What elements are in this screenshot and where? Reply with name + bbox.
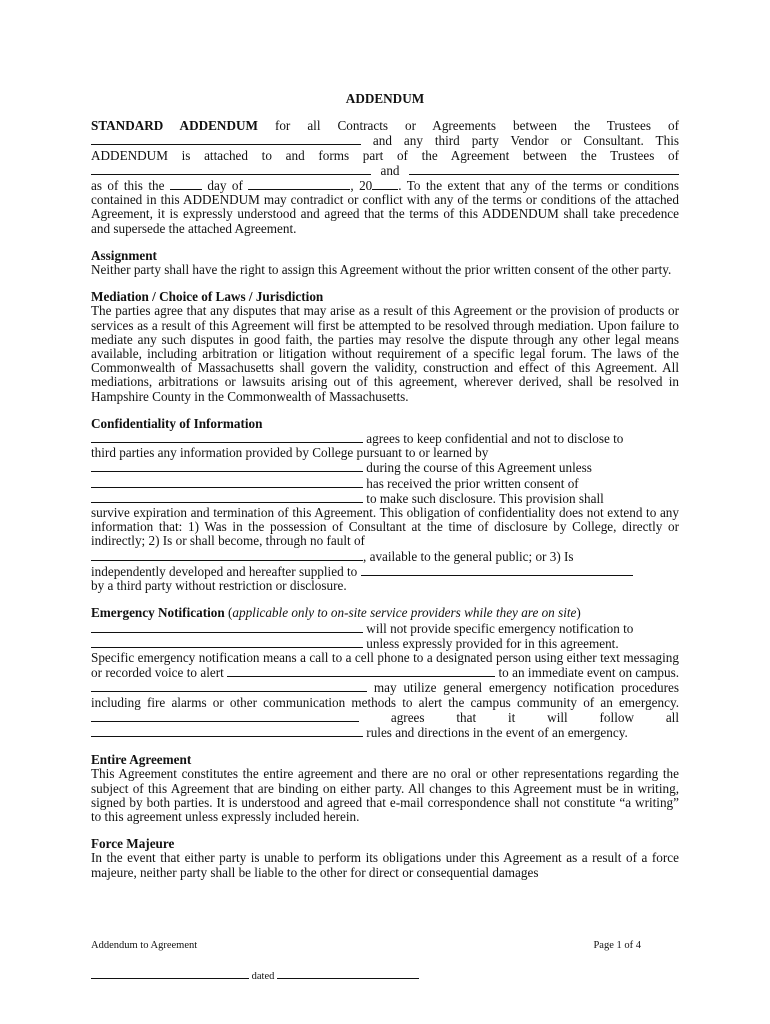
assignment-text: Neither party shall have the right to assign this Agreement without the prior written consent of the other party.: [91, 262, 672, 278]
mediation-heading: Mediation / Choice of Laws / Jurisdiction: [91, 289, 324, 305]
conf-line-4: [91, 476, 679, 491]
force-majeure-heading: Force Majeure: [91, 836, 175, 852]
emerg-para-3: [91, 651, 679, 740]
emerg-text-6: agrees that it will follow all: [390, 709, 679, 725]
intro-text-3: and: [380, 162, 400, 178]
blank-emerg-2[interactable]: [91, 636, 363, 648]
emergency-section: [91, 621, 679, 741]
confidentiality-heading: Confidentiality of Information: [91, 415, 263, 431]
blank-emerg-1[interactable]: [91, 621, 363, 633]
emergency-heading-text: Emergency Notification: [91, 605, 225, 621]
conf-line-9: by a third party without restriction or disclosure.: [91, 578, 347, 594]
blank-emerg-4[interactable]: [91, 680, 367, 692]
emerg-text-5: may utilize general emergency notification procedures including fire alarms or other communication methods to alert the campus community of an emergency.: [91, 680, 679, 710]
emerg-line-1: [91, 621, 679, 636]
blank-day[interactable]: [170, 178, 202, 190]
document-body: [91, 92, 679, 880]
conf-text-1: agrees to keep confidential and not to disclose to: [363, 431, 624, 447]
emerg-line-2: [91, 636, 679, 651]
conf-line-1: [91, 431, 679, 446]
emerg-text-7: rules and directions in the event of an emergency.: [363, 724, 628, 740]
intro-text-4b: day of: [207, 178, 243, 194]
blank-conf-2[interactable]: [91, 460, 363, 472]
assignment-heading: Assignment: [91, 247, 157, 263]
intro-text-1: for all Contracts or Agreements between the Trustees of: [257, 118, 680, 134]
intro-paragraph: [91, 119, 679, 236]
emergency-paren-close: ): [576, 605, 581, 621]
blank-date[interactable]: [277, 969, 419, 979]
blank-emerg-6[interactable]: [91, 725, 363, 737]
entire-agreement-text: This Agreement constitutes the entire agreement and there are no oral or other representations regarding the subject of this Agreement that are binding on either party. All changes to this Agreement must be in writing, signed by both parties. It is understood and agreed that e-mail correspondence shall not constitute “a writing” to this agreement unless expressly included herein.: [91, 766, 679, 824]
blank-party[interactable]: [409, 163, 679, 175]
footer-title: Addendum to Agreement: [91, 940, 198, 951]
blank-year[interactable]: [372, 178, 398, 190]
blank-emerg-3[interactable]: [227, 665, 495, 677]
intro-text-4d: . To the extent that any of the terms or conditions contained in this ADDENDUM may contradict or conflict with any of the terms or conditions of the attached Agreement, it is expressly understood and agreed that the terms of this ADDENDUM shall take precedence and supersede the attached Agreement.: [91, 178, 680, 236]
emergency-scope-note: applicable only to on-site service providers while they are on site: [232, 605, 577, 621]
blank-conf-6[interactable]: [361, 564, 633, 576]
conf-text-7: , available to the general public; or 3) Is: [363, 548, 574, 564]
page-number: Page 1 of 4: [593, 940, 641, 951]
blank-trustees-1[interactable]: [91, 133, 361, 145]
emerg-text-4: to an immediate event on campus.: [495, 665, 679, 681]
emerg-text-1: will not provide specific emergency notification to: [363, 620, 634, 636]
blank-conf-3[interactable]: [91, 476, 363, 488]
blank-signature[interactable]: [91, 969, 249, 979]
intro-text-2: and any third party Vendor or Consultant. This ADDENDUM is attached to and forms part of the Agreement between the Trustees of: [91, 133, 679, 163]
blank-emerg-5[interactable]: [91, 710, 359, 722]
document-title: ADDENDUM: [345, 91, 425, 106]
conf-text-8: independently developed and hereafter supplied to: [91, 563, 358, 579]
emerg-text-2: unless expressly provided for in this agreement.: [363, 635, 619, 651]
emergency-paren-open: (: [224, 605, 233, 621]
intro-text-4a: as of this the: [91, 178, 165, 194]
conf-text-4: has received the prior written consent of: [363, 475, 579, 491]
emergency-heading: [91, 606, 679, 620]
dated-label: dated: [251, 971, 275, 982]
blank-conf-4[interactable]: [91, 491, 363, 503]
force-majeure-text: In the event that either party is unable to perform its obligations under this Agreement as a result of a force majeure, neither party shall be liable to the other for direct or consequential damages: [91, 850, 679, 880]
conf-text-5: to make such disclosure. This provision shall: [363, 490, 604, 506]
intro-text-4c: , 20: [350, 178, 373, 194]
conf-text-6: survive expiration and termination of this Agreement. This obligation of confidentiality does not extend to any information that: 1) Was in the possession of Consultant at the time of disclosure by College, directly or indirectly; 2) Is or shall become, through no fault of: [91, 505, 679, 549]
blank-conf-5[interactable]: [91, 549, 363, 561]
mediation-text: The parties agree that any disputes that may arise as a result of this Agreement or the provision of products or services as a result of this Agreement will first be attempted to be resolved through mediation. Upon failure to mediate any such disputes in good faith, the parties may resolve the dispute through any other legal means available, including arbitration or litigation without requirement of a specific legal forum. The laws of the Commonwealth of Massachusetts shall govern the validity, construction and effect of this Agreement. All mediations, arbitrations or lawsuits arising out of this agreement, wherever derived, shall be resolved in Hampshire County in the Commonwealth of Massachusetts.: [91, 303, 679, 404]
conf-text-3: during the course of this Agreement unless: [363, 460, 592, 476]
emerg-text-3: Specific emergency notification means a call to a cell phone to a designated person using either text messaging or recorded voice to alert: [91, 649, 679, 681]
intro-bold: STANDARD ADDENDUM: [91, 118, 258, 134]
conf-line-7: [91, 549, 679, 564]
entire-agreement-heading: Entire Agreement: [91, 752, 192, 768]
confidentiality-section: [91, 431, 679, 593]
blank-trustees-2[interactable]: [91, 163, 371, 175]
conf-line-5: [91, 491, 679, 506]
signature-line: [91, 969, 419, 982]
conf-line-8: [91, 564, 679, 579]
conf-line-2: third parties any information provided by College pursuant to or learned by: [91, 445, 489, 461]
blank-conf-1[interactable]: [91, 431, 363, 443]
conf-line-3: [91, 460, 679, 475]
blank-month[interactable]: [248, 178, 350, 190]
